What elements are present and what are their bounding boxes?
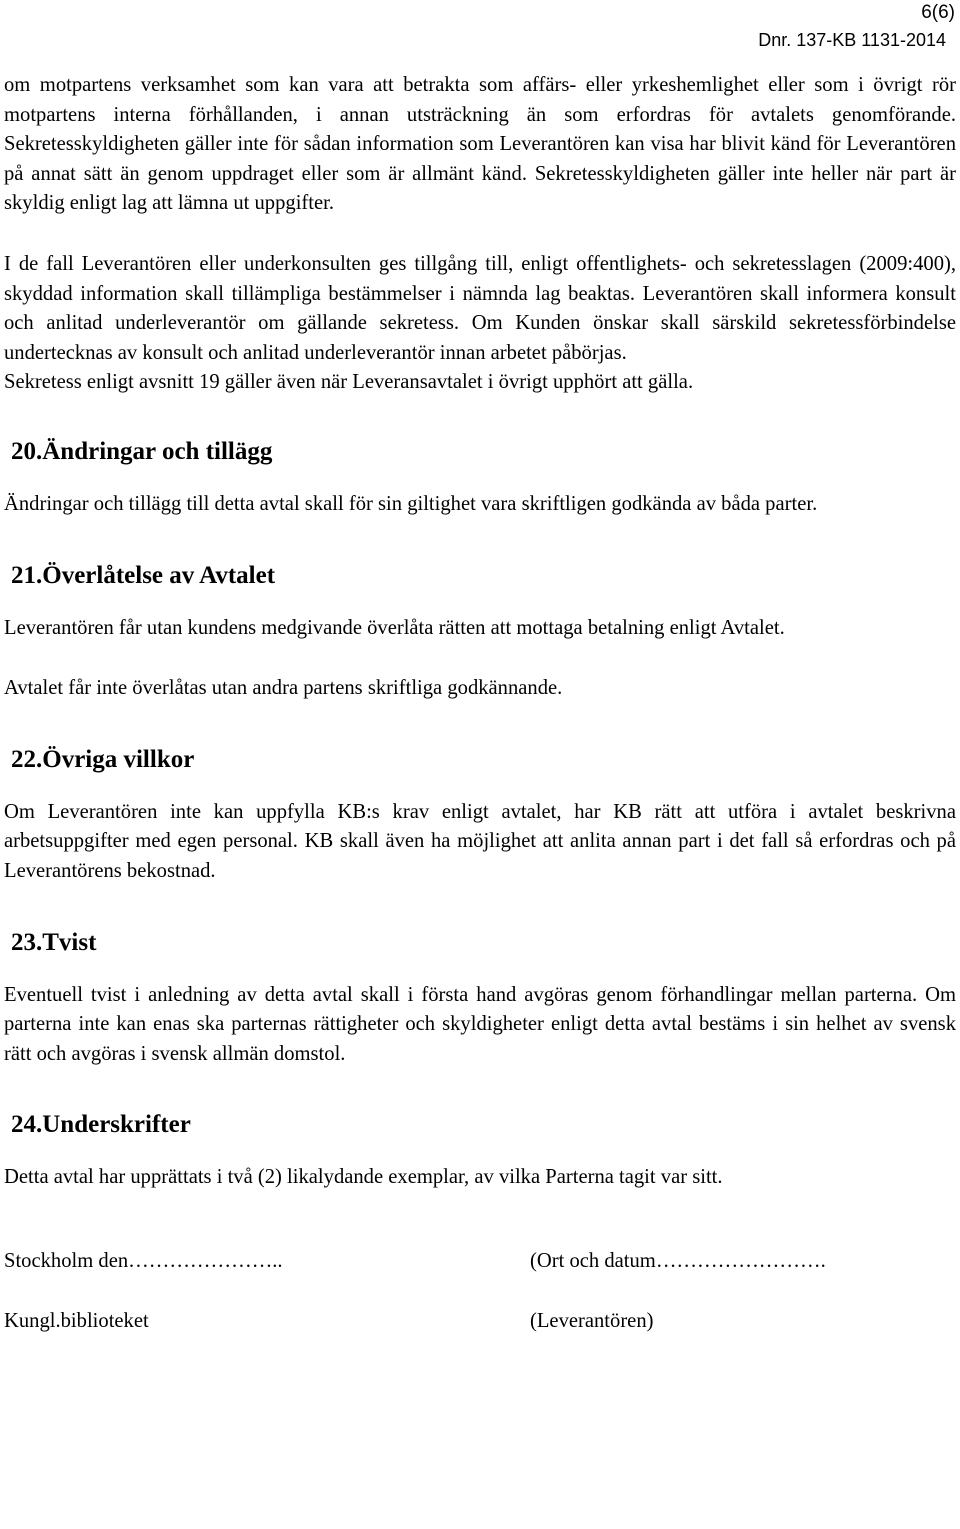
section-24-heading: 24.Underskrifter [11, 1111, 191, 1139]
page-number: 6(6) [921, 2, 955, 23]
signature-party-row [4, 1306, 956, 1336]
confidentiality-paragraph-2: I de fall Leverantören eller underkonsulten ges tillgång till, enligt offentlighets- och sekretesslagen (2009:400), skyddad information skall tillämpliga bestämmelser i nämnda lag beaktas. Leverantören skall informera konsult och anlitad underleverantör om gällande sekretess. Om Kunden önskar skall särskild sekretessförbindelse undertecknas av konsult och anlitad underleverantör innan arbetet påbörjas. [4, 252, 956, 364]
section-21-paragraph-2: Avtalet får inte överlåtas utan andra partens skriftliga godkännande. [4, 677, 563, 700]
section-21-heading: 21.Överlåtelse av Avtalet [11, 561, 276, 589]
signature-place-right: (Ort och datum……………………. [530, 1249, 826, 1272]
section-20-heading: 20.Ändringar och tillägg [11, 437, 273, 465]
signature-place-row [4, 1246, 956, 1276]
section-21-paragraph-1: Leverantören får utan kundens medgivande överlåta rätten att mottaga betalning enligt Avtalet. [4, 616, 785, 639]
document-reference: Dnr. 137-KB 1131-2014 [758, 30, 946, 50]
signature-place-left: Stockholm den………………….. [4, 1249, 283, 1272]
confidentiality-paragraph-3: Sekretess enligt avsnitt 19 gäller även när Leveransavtalet i övrigt upphört att gälla. [4, 371, 694, 394]
signature-party-right: (Leverantören) [530, 1309, 654, 1332]
section-24-paragraph: Detta avtal har upprättats i två (2) likalydande exemplar, av vilka Parterna tagit var sitt. [4, 1166, 723, 1189]
document-body [4, 71, 956, 1336]
section-22-paragraph: Om Leverantören inte kan uppfylla KB:s krav enligt avtalet, har KB rätt att utföra i avtalet beskrivna arbetsuppgifter med egen personal. KB skall även ha möjlighet att anlita annan part i det fall så erfordras och på Leverantörens bekostnad. [4, 800, 956, 882]
section-23-paragraph: Eventuell tvist i anledning av detta avtal skall i första hand avgöras genom förhandlingar mellan parterna. Om parterna inte kan enas ska parternas rättigheter och skyldigheter enligt detta avtal bestäms i sin helhet av svensk rätt och avgöras i svensk allmän domstol. [4, 983, 956, 1065]
confidentiality-paragraph-1: om motpartens verksamhet som kan vara att betrakta som affärs- eller yrkeshemlighet eller som i övrigt rör motpartens interna förhållanden, i annan utsträckning än som erfordras för avtalets genomförande. Sekretesskyldigheten gäller inte för sådan information som Leverantören kan visa har blivit känd för Leverantören på annat sätt än genom uppdraget eller som är allmänt känd. Sekretesskyldigheten gäller inte heller när part är skyldig enligt lag att lämna ut uppgifter. [4, 74, 956, 215]
section-20-paragraph: Ändringar och tillägg till detta avtal skall för sin giltighet vara skriftligen godkända av båda parter. [4, 492, 818, 515]
section-23-heading: 23.Tvist [11, 928, 97, 956]
signature-party-left: Kungl.biblioteket [4, 1309, 149, 1332]
section-22-heading: 22.Övriga villkor [11, 745, 195, 773]
